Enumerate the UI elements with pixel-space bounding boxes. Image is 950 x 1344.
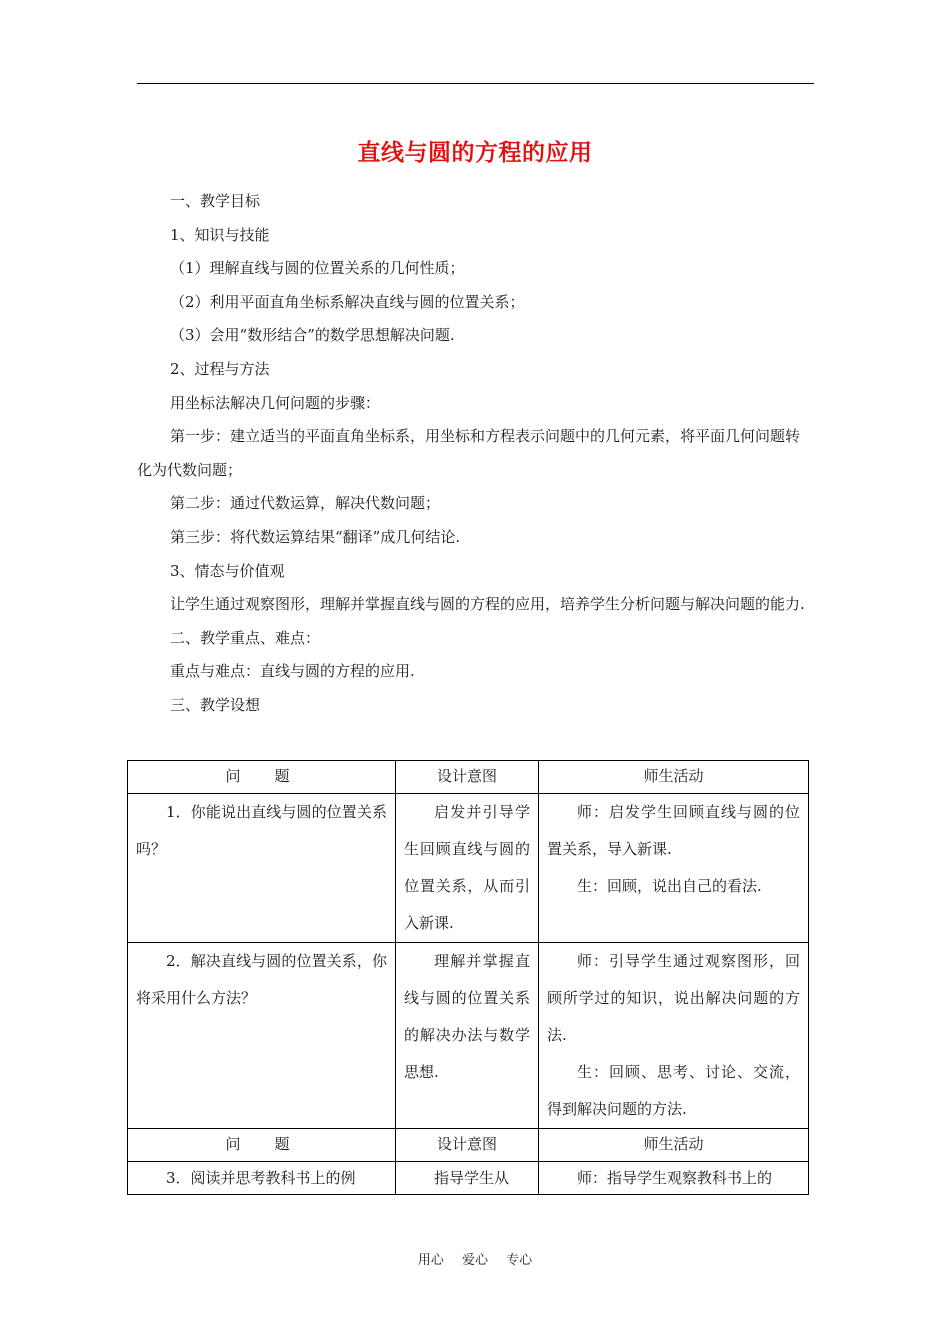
header-activity-repeat: 师生活动 [539, 1129, 809, 1162]
table-header-row [128, 761, 809, 794]
row2-activity-student: 生：回顾、思考、讨论、交流，得到解决问题的方法. [547, 1063, 800, 1118]
row2-question: 2．解决直线与圆的位置关系，你将采用什么方法？ [128, 943, 396, 1129]
row1-question: 1．你能说出直线与圆的位置关系吗？ [128, 794, 396, 943]
design-heading: 三、教学设想 [170, 695, 261, 714]
emotion-heading: 3、情态与价值观 [170, 561, 285, 580]
document-title: 直线与圆的方程的应用 [357, 139, 593, 166]
row1-intent: 启发并引导学生回顾直线与圆的位置关系，从而引入新课. [396, 794, 539, 943]
row3-intent: 指导学生从 [396, 1162, 539, 1195]
emotion-text: 让学生通过观察图形，理解并掌握直线与圆的方程的应用，培养学生分析问题与解决问题的能力. [170, 595, 805, 614]
header-question-repeat: 问题 [128, 1129, 396, 1162]
table-row [128, 943, 809, 1129]
row1-activity-teacher: 师：启发学生回顾直线与圆的位置关系，导入新课. [547, 803, 800, 858]
knowledge-heading: 1、知识与技能 [170, 225, 270, 244]
table-row [128, 794, 809, 943]
header-question: 问题 [128, 761, 396, 794]
row2-intent: 理解并掌握直线与圆的位置关系的解决办法与数学思想. [396, 943, 539, 1129]
row3-question: 3．阅读并思考教科书上的例 [128, 1162, 396, 1195]
knowledge-item-3: （3）会用“数形结合”的数学思想解决问题. [170, 326, 455, 345]
table-header-row-repeat [128, 1129, 809, 1162]
goal-heading: 一、教学目标 [170, 192, 261, 210]
header-intent: 设计意图 [396, 761, 539, 794]
key-text: 重点与难点：直线与圆的方程的应用. [170, 662, 415, 681]
row3-activity-teacher: 师：指导学生观察教科书上的 [539, 1162, 809, 1195]
process-intro: 用坐标法解决几何问题的步骤： [170, 393, 381, 412]
step-3: 第三步：将代数运算结果“翻译”成几何结论. [170, 527, 461, 546]
table-row [128, 1162, 809, 1195]
step-1: 第一步：建立适当的平面直角坐标系，用坐标和方程表示问题中的几何元素，将平面几何问题转化为代数问题； [137, 427, 801, 479]
header-rule [137, 83, 814, 84]
row2-activity [539, 943, 809, 1129]
key-heading: 二、教学重点、难点： [170, 628, 321, 647]
row2-activity-teacher: 师：引导学生通过观察图形，回顾所学过的知识，说出解决问题的方法. [547, 952, 800, 1044]
row1-activity [539, 794, 809, 943]
knowledge-item-1: （1）理解直线与圆的位置关系的几何性质； [170, 259, 465, 278]
process-heading: 2、过程与方法 [170, 359, 270, 378]
row1-activity-student: 生：回顾，说出自己的看法. [577, 877, 762, 895]
header-activity: 师生活动 [539, 761, 809, 794]
step-2: 第二步：通过代数运算，解决代数问题； [170, 494, 441, 513]
page-footer: 用心 爱心 专心 [417, 1253, 533, 1268]
document-body [137, 185, 814, 723]
knowledge-item-2: （2）利用平面直角坐标系解决直线与圆的位置关系； [170, 292, 525, 311]
teaching-plan-table [127, 760, 809, 1195]
header-intent-repeat: 设计意图 [396, 1129, 539, 1162]
